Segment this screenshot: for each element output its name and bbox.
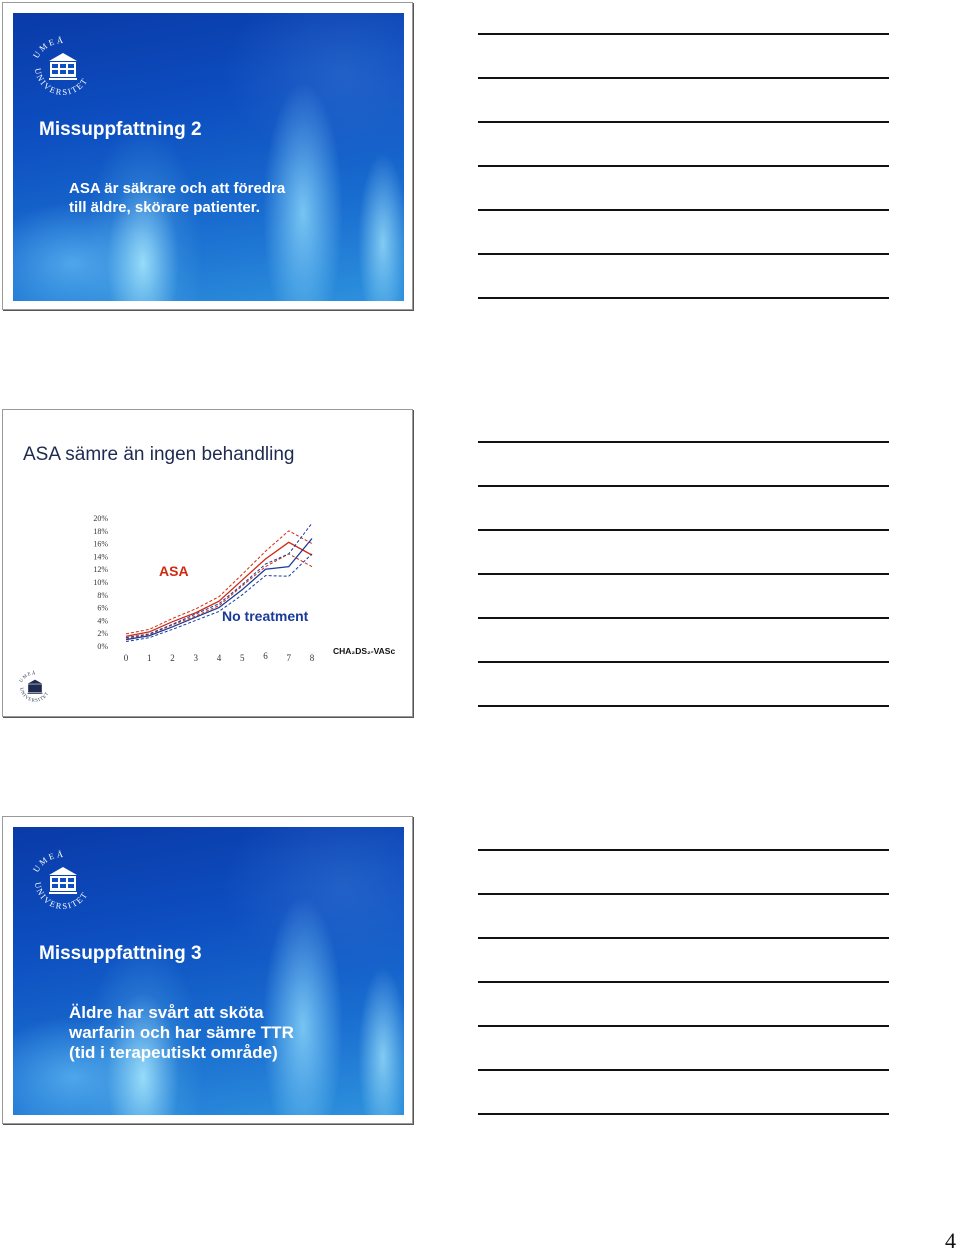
y-tick-label: 10%: [93, 578, 108, 587]
note-line: [478, 1025, 889, 1027]
note-line: [478, 77, 889, 79]
y-tick-label: 12%: [93, 565, 108, 575]
x-axis: [124, 651, 315, 663]
svg-text:UMEÅ: UMEÅ: [19, 671, 37, 684]
x-tick-label: 0: [123, 653, 129, 663]
x-tick-label: 6: [263, 651, 268, 661]
svg-text:UMEÅ: UMEÅ: [30, 34, 66, 61]
note-line: [478, 661, 889, 663]
slide-3-subtitle: [69, 1003, 389, 1063]
note-line: [478, 849, 889, 851]
note-line: [478, 441, 889, 443]
note-line: [478, 209, 889, 211]
page-number: 4: [945, 1228, 956, 1253]
university-seal-icon: [25, 845, 101, 921]
svg-text:UNIVERSITET: UNIVERSITET: [32, 881, 90, 912]
x-tick-label: 3: [193, 653, 198, 663]
x-tick-label: 4: [216, 653, 222, 663]
slide-3-subtitle-line: Äldre har svårt att sköta: [69, 1003, 264, 1022]
note-line: [478, 937, 889, 939]
y-tick-label: 2%: [97, 629, 108, 639]
y-tick-label: 8%: [97, 590, 108, 600]
note-line: [478, 573, 889, 575]
y-tick-label: 6%: [97, 603, 108, 613]
y-tick-label: 18%: [93, 526, 108, 536]
asa-label: ASA: [159, 563, 189, 579]
slide-1-background: [13, 13, 404, 301]
risk-line-chart: [3, 410, 412, 716]
note-line: [478, 297, 889, 299]
slide-1-subtitle-line: ASA är säkrare och att föredra: [69, 180, 286, 197]
note-line: [478, 165, 889, 167]
note-line: [478, 485, 889, 487]
university-seal-icon-small: [15, 668, 55, 708]
x-tick-label: 2: [170, 653, 175, 663]
y-tick-label: 14%: [93, 552, 108, 562]
y-axis: [93, 514, 108, 651]
y-tick-label: 16%: [93, 539, 108, 549]
svg-text:UNIVERSITET: UNIVERSITET: [32, 67, 90, 98]
x-tick-label: 7: [286, 653, 291, 663]
slide-3-title: Missuppfattning 3: [39, 943, 202, 964]
note-line: [478, 705, 889, 707]
no-treatment-label: No treatment: [222, 608, 309, 624]
slide-2: [2, 409, 413, 717]
slide-3-background: [13, 827, 404, 1115]
slide-3-subtitle-line: warfarin och har sämre TTR: [69, 1023, 294, 1042]
note-line: [478, 981, 889, 983]
y-tick-label: 4%: [97, 616, 108, 626]
university-seal-icon: [25, 31, 101, 107]
note-line: [478, 1069, 889, 1071]
note-line: [478, 33, 889, 35]
slide-2-title: ASA sämre än ingen behandling: [23, 444, 295, 465]
y-tick-label: 0%: [97, 642, 108, 651]
slide-1-subtitle: [69, 179, 389, 217]
note-line: [478, 1113, 889, 1115]
x-tick-label: 8: [309, 653, 315, 663]
note-line: [478, 253, 889, 255]
series-line-3: [126, 538, 312, 639]
note-line: [478, 529, 889, 531]
x-tick-label: 1: [147, 653, 152, 663]
slide-1: [2, 2, 413, 310]
note-line: [478, 617, 889, 619]
slide-1-title: Missuppfattning 2: [39, 119, 202, 140]
x-tick-label: 5: [240, 653, 245, 663]
slide-3: [2, 816, 413, 1124]
note-line: [478, 121, 889, 123]
slide-3-subtitle-line: (tid i terapeutiskt område): [69, 1043, 278, 1062]
svg-text:UNIVERSITET: UNIVERSITET: [18, 687, 51, 704]
note-line: [478, 893, 889, 895]
slide-1-subtitle-line: till äldre, skörare patienter.: [69, 199, 260, 216]
y-tick-label: 20%: [93, 514, 108, 523]
x-axis-label: CHA₂DS₂-VASc: [333, 646, 396, 656]
svg-text:UMEÅ: UMEÅ: [30, 848, 66, 875]
